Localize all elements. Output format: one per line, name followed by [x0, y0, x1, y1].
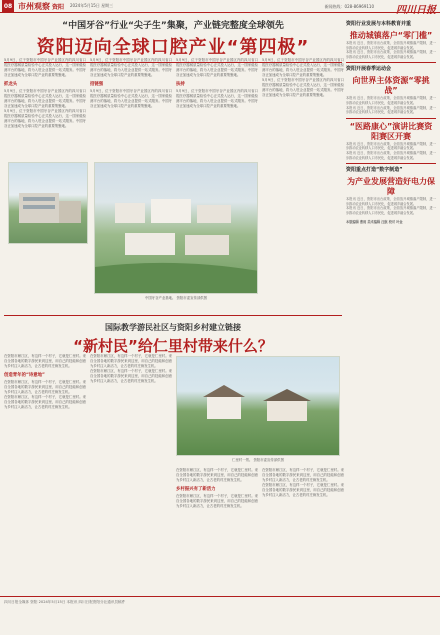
article-subhead: 招链强 [90, 82, 104, 87]
page-footer [0, 596, 440, 635]
article-subhead: 扶持 [176, 82, 185, 87]
industrial-park-aerial-photo [94, 162, 258, 294]
sidebar-headline: 向世界主体资源“零挑战” [352, 76, 430, 96]
article-subhead: 乡村振兴有了新活力 [176, 487, 216, 492]
article-body: 在资阳市雁江区，有这样一个村子，它就是仁里村。来自全国各地的数字游民来到这里，用自己的技能和创意为乡村注入新活力，让古老的村庄焕发生机。 [4, 380, 86, 394]
divider [346, 163, 436, 164]
village-illustration [177, 357, 340, 456]
article-body: 5月9日，位于资阳市中国牙谷产业园区内的四川省口腔医疗器械质量检验中心正式投入运行，这一国家级检测平台的落地，将为入驻企业提供一站式服务。中国牙谷正加速成为全球口腔产业的重要集聚地。 [90, 58, 172, 77]
sidebar-body: 本报讯 近日，资阳市出台政策，全面放开城镇落户限制，进一步推动农业转移人口市民化，促进城乡融合发展。 [346, 150, 436, 160]
article-body: 在资阳市雁江区，有这样一个村子，它就是仁里村。来自全国各地的数字游民来到这里，用自己的技能和创意为乡村注入新活力，让古老的村庄焕发生机。 [90, 354, 172, 368]
building-photo [8, 162, 88, 244]
article-body: 在资阳市雁江区，有这样一个村子，它就是仁里村。来自全国各地的数字游民来到这里，用自己的技能和创意为乡村注入新活力，让古老的村庄焕发生机。 [176, 494, 258, 508]
article-body: 5月9日，位于资阳市中国牙谷产业园区内的四川省口腔医疗器械质量检验中心正式投入运行，这一国家级检测平台的落地，将为入驻企业提供一站式服务。中国牙谷正加速成为全球口腔产业的重要集聚地。 [176, 89, 258, 108]
story2-headline: “新村民”给仁里村带来什么？ [73, 337, 273, 355]
article-body: 在资阳市雁江区，有这样一个村子，它就是仁里村。来自全国各地的数字游民来到这里，用自己的技能和创意为乡村注入新活力，让古老的村庄焕发生机。 [262, 468, 344, 482]
sidebar-body: 本报讯 近日，资阳市出台政策，全面放开城镇落户限制，进一步推动农业转移人口市民化，促进城乡融合发展。 [346, 206, 436, 215]
article-column [4, 354, 86, 590]
sidebar-headline: 推动城镇落户“零门槛” [349, 31, 433, 40]
article-column [262, 468, 344, 590]
village-photo [176, 356, 340, 456]
sidebar-news [346, 18, 436, 592]
story2-block [4, 312, 342, 594]
sidebar-body: 本报讯 近日，资阳市出台政策，全面放开城镇落户限制，进一步推动农业转移人口市民化，促进城乡融合发展。 [346, 41, 436, 50]
article-body: 在资阳市雁江区，有这样一个村子，它就是仁里村。来自全国各地的数字游民来到这里，用自己的技能和创意为乡村注入新活力，让古老的村庄焕发生机。 [4, 395, 86, 409]
sidebar-kicker: 资阳开展春季运动会 [346, 66, 392, 73]
article-subhead: 抓龙头 [4, 82, 18, 87]
divider [346, 118, 436, 119]
article-subhead: 创造青年的“诗意地” [4, 373, 45, 378]
article-column [90, 354, 172, 590]
page-number: 08 [2, 0, 14, 12]
sidebar-headline: 为产业发展营造好电力保障 [347, 177, 435, 197]
section-title: 市州观察 [18, 1, 50, 11]
sidebar-body: 本报讯 近日，资阳市出台政策，全面放开城镇落户限制，进一步推动农业转移人口市民化，促进城乡融合发展。 [346, 141, 436, 151]
article-body: 5月9日，位于资阳市中国牙谷产业园区内的四川省口腔医疗器械质量检验中心正式投入运行，这一国家级检测平台的落地，将为入驻企业提供一站式服务。中国牙谷正加速成为全球口腔产业的重要集聚地。 [90, 89, 172, 108]
article-body: 在资阳市雁江区，有这样一个村子，它就是仁里村。来自全国各地的数字游民来到这里，用自己的技能和创意为乡村注入新活力，让古老的村庄焕发生机。 [262, 483, 344, 497]
sidebar-kicker: 资阳重点打造“数字制造” [346, 167, 403, 174]
editor-credits: 本版编辑 曹雨 美术编辑 汪航 校对 叶金 [346, 219, 403, 224]
sidebar-body: 本报讯 近日，资阳市出台政策，全面放开城镇落户限制，进一步推动农业转移人口市民化，促进城乡融合发展。 [346, 197, 436, 206]
article-body: 在资阳市雁江区，有这样一个村子，它就是仁里村。来自全国各地的数字游民来到这里，用自己的技能和创意为乡村注入新活力，让古老的村庄焕发生机。 [4, 354, 86, 368]
footer-text: 四川日报全媒体 资阳 2024年5月15日 本报讯 四川日报资阳分社通讯员稿件 [4, 600, 126, 604]
article-body: 5月9日，位于资阳市中国牙谷产业园区内的四川省口腔医疗器械质量检验中心正式投入运行，这一国家级检测平台的落地，将为入驻企业提供一站式服务。中国牙谷正加速成为全球口腔产业的重要集聚地。 [4, 89, 86, 108]
article-body: 5月9日，位于资阳市中国牙谷产业园区内的四川省口腔医疗器械质量检验中心正式投入运行，这一国家级检测平台的落地，将为入驻企业提供一站式服务。中国牙谷正加速成为全球口腔产业的重要集聚地。 [262, 58, 344, 77]
aerial-illustration [95, 163, 258, 294]
article-body: 5月9日，位于资阳市中国牙谷产业园区内的四川省口腔医疗器械质量检验中心正式投入运行，这一国家级检测平台的落地，将为入驻企业提供一站式服务。中国牙谷正加速成为全球口腔产业的重要集聚地。 [176, 58, 258, 77]
page-header [0, 0, 440, 16]
article-body: 在资阳市雁江区，有这样一个村子，它就是仁里村。来自全国各地的数字游民来到这里，用自己的技能和创意为乡村注入新活力，让古老的村庄焕发生机。 [90, 369, 172, 383]
issue-date: 2024年5月15日 星期三 [70, 3, 114, 8]
article-body: 在资阳市雁江区，有这样一个村子，它就是仁里村。来自全国各地的数字游民来到这里，用自己的技能和创意为乡村注入新活力，让古老的村庄焕发生机。 [176, 468, 258, 482]
article-body: 5月9日，位于资阳市中国牙谷产业园区内的四川省口腔医疗器械质量检验中心正式投入运行，这一国家级检测平台的落地，将为入驻企业提供一站式服务。中国牙谷正加速成为全球口腔产业的重要集聚地。 [4, 109, 86, 128]
sidebar-headline: “医路康心”演讲比赛资阳赛区开赛 [349, 121, 433, 141]
divider [4, 315, 342, 316]
story1-kicker: “中国牙谷”行业“尖子生”集聚，产业链完整度全球领先 [62, 21, 284, 31]
sidebar-body: 本报讯 近日，资阳市出台政策，全面放开城镇落户限制，进一步推动农业转移人口市民化，促进城乡融合发展。 [346, 96, 436, 105]
news-hotline: 新闻热线：028-86969110 [324, 4, 374, 9]
sidebar-kicker: 资阳行业发展与本科教育并重 [346, 21, 412, 27]
story1-columns [4, 58, 342, 304]
photo-caption: 中国牙谷产业基地。 资阳市委宣传部供图 [144, 296, 208, 300]
story1-headline: 资阳迈向全球口腔产业“第四极” [36, 37, 310, 58]
subsection-title: 资阳 [52, 3, 65, 11]
story2-kicker: 国际教学游民社区与资阳乡村建立链接 [105, 323, 241, 332]
article-body: 5月9日，位于资阳市中国牙谷产业园区内的四川省口腔医疗器械质量检验中心正式投入运行，这一国家级检测平台的落地，将为入驻企业提供一站式服务。中国牙谷正加速成为全球口腔产业的重要集聚地。 [4, 58, 86, 77]
photo-caption: 仁里村一景。 资阳市委宣传部供图 [232, 458, 284, 462]
masthead-logo: 四川日报 [396, 5, 436, 16]
article-column [176, 468, 258, 590]
building-illustration [9, 163, 88, 244]
divider [346, 62, 436, 63]
article-body: 5月9日，位于资阳市中国牙谷产业园区内的四川省口腔医疗器械质量检验中心正式投入运行，这一国家级检测平台的落地，将为入驻企业提供一站式服务。中国牙谷正加速成为全球口腔产业的重要集聚地。 [262, 78, 344, 97]
sidebar-body: 本报讯 近日，资阳市出台政策，全面放开城镇落户限制，进一步推动农业转移人口市民化，促进城乡融合发展。 [346, 50, 436, 59]
sidebar-body: 本报讯 近日，资阳市出台政策，全面放开城镇落户限制，进一步推动农业转移人口市民化，促进城乡融合发展。 [346, 105, 436, 115]
article-column [262, 58, 344, 304]
